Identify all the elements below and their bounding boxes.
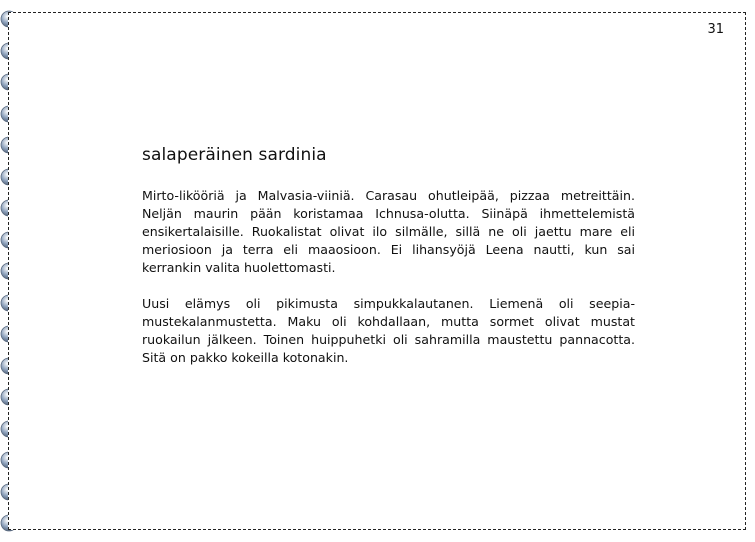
- paragraph-1: Mirto-likööriä ja Malvasia-viiniä. Carasau ohutleipää, pizzaa metreittäin. Neljän maurin pään koristamaa Ichnusa-olutta. Siinäpä ihmettelemistä ensikertalaisille. Ruokalistat olivat ilo silmälle, sillä ne oli jaettu mare eli meriosioon ja terra eli maaosioon. Ei lihansyöjä Leena nautti, kun sai kerrankin valita huolettomasti.: [142, 188, 635, 275]
- paragraph-2: Uusi elämys oli pikimusta simpukkalautanen. Liemenä oli seepia-mustekalanmustetta. Maku oli kohdallaan, mutta sormet olivat mustat ruokailun jälkeen. Toinen huippuhetki oli sahramilla maustettu pannacotta. Sitä on pakko kokeilla kotonakin.: [142, 296, 635, 365]
- page-title: salaperäinen sardinia: [142, 145, 327, 165]
- page-number: 31: [707, 22, 724, 37]
- page-content: [142, 145, 635, 385]
